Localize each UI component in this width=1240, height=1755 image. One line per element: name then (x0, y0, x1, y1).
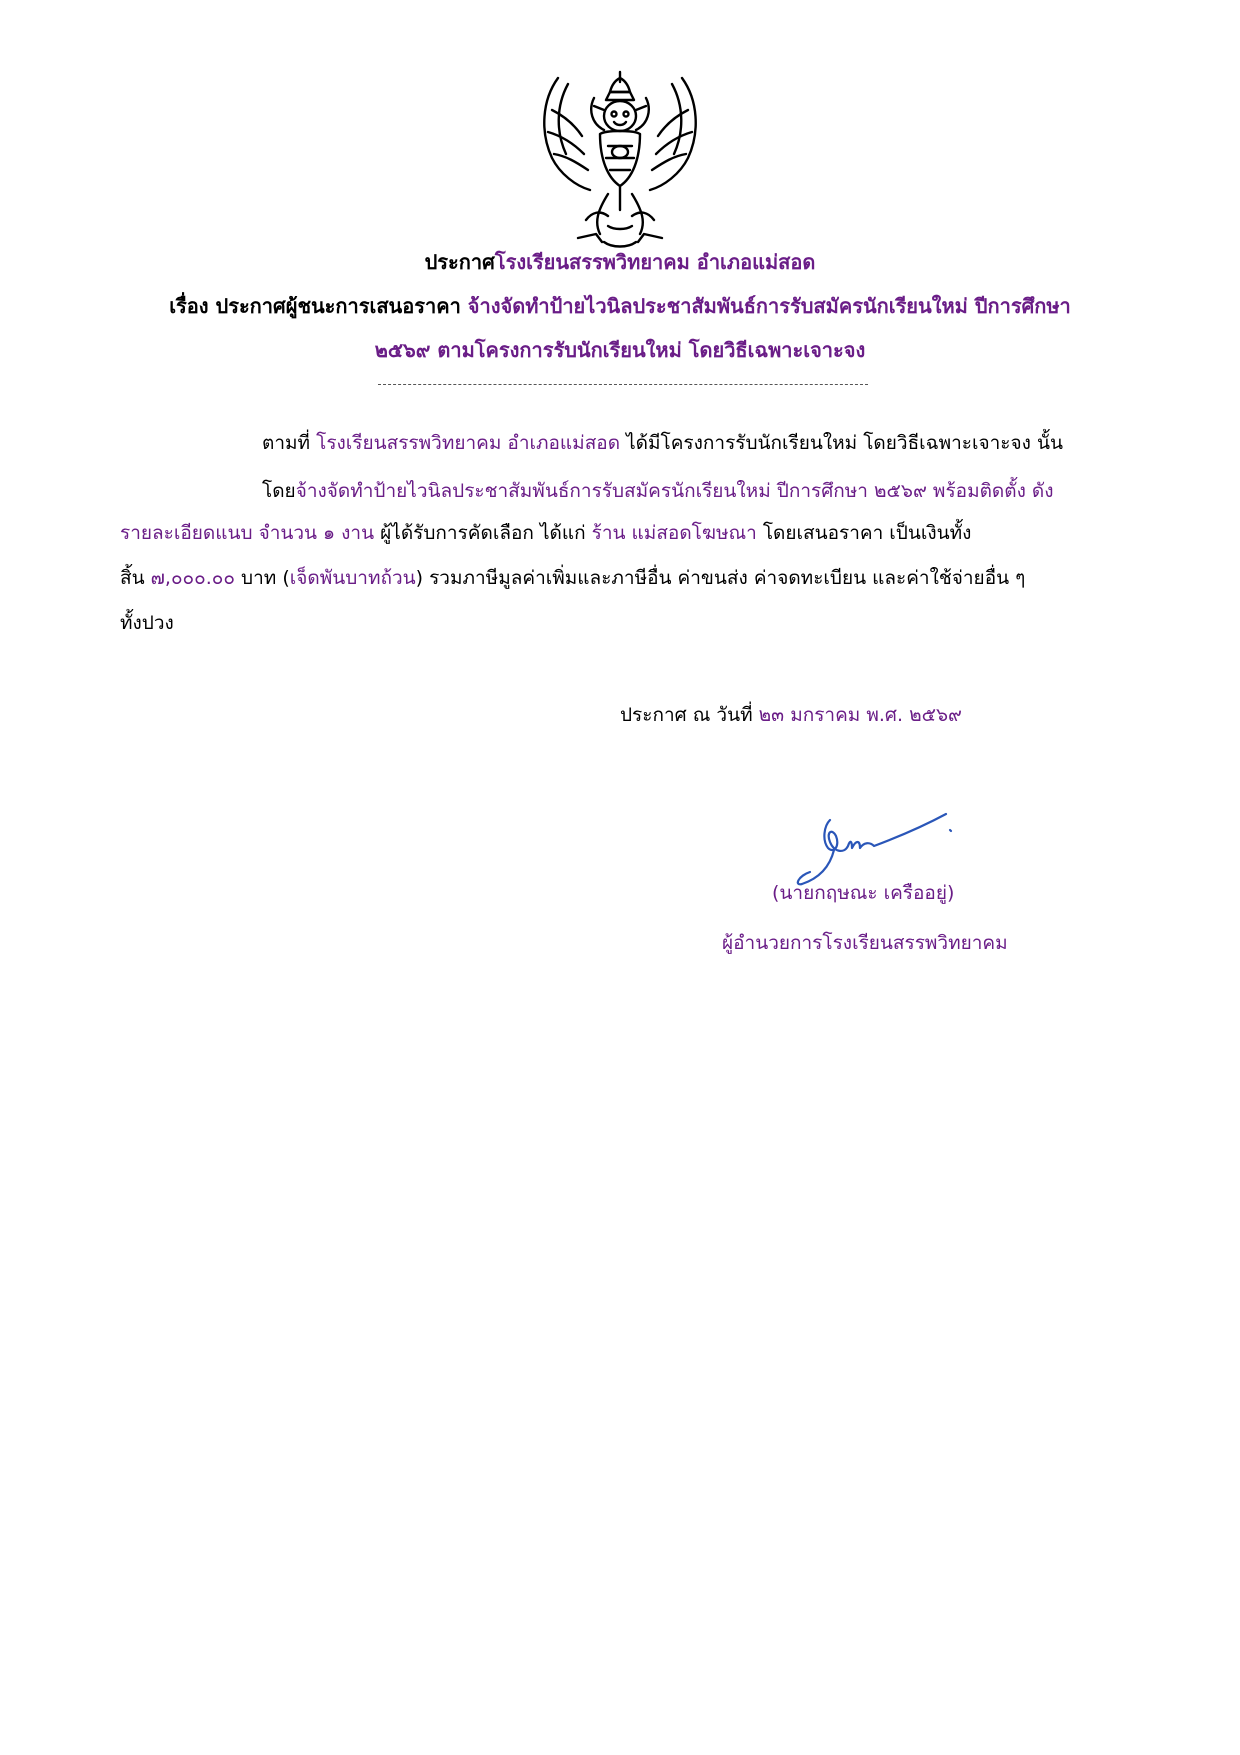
garuda-emblem-icon (538, 70, 702, 250)
subject-line: เรื่อง ประกาศผู้ชนะการเสนอราคา จ้างจัดทำป้ายไวนิลประชาสัมพันธ์การรับสมัครนักเรียนใหม่ ปีการศึกษา (169, 294, 1071, 318)
body-line: โดยจ้างจัดทำป้ายไวนิลประชาสัมพันธ์การรับสมัครนักเรียนใหม่ ปีการศึกษา ๒๕๖๙ พร้อมติดตั้ง ดัง (262, 480, 1054, 502)
announcement-title: ประกาศโรงเรียนสรรพวิทยาคม อำเภอแม่สอด (424, 250, 816, 274)
signatory-name: (นายกฤษณะ เครืออยู่) (772, 882, 955, 904)
body-line: รายละเอียดแนบ จำนวน ๑ งาน ผู้ได้รับการคัดเลือก ได้แก่ ร้าน แม่สอดโฆษณา โดยเสนอราคา เป็นเงินทั้ง (120, 522, 972, 544)
announcement-date: ประกาศ ณ วันที่ ๒๓ มกราคม พ.ศ. ๒๕๖๙ (620, 704, 962, 726)
body-line: ทั้งปวง (120, 612, 174, 634)
body-line: สิ้น ๗,๐๐๐.๐๐ บาท (เจ็ดพันบาทถ้วน) รวมภาษีมูลค่าเพิ่มและภาษีอื่น ค่าขนส่ง ค่าจดทะเบียน และค่าใช้จ่ายอื่น ๆ (120, 567, 1026, 589)
separator-line (378, 384, 868, 385)
signatory-position: ผู้อำนวยการโรงเรียนสรรพวิทยาคม (722, 932, 1008, 954)
body-line: ตามที่ โรงเรียนสรรพวิทยาคม อำเภอแม่สอด ได้มีโครงการรับนักเรียนใหม่ โดยวิธีเฉพาะเจาะจง นั้น (262, 432, 1063, 454)
subject-line-continued: ๒๕๖๙ ตามโครงการรับนักเรียนใหม่ โดยวิธีเฉพาะเจาะจง (374, 338, 866, 362)
